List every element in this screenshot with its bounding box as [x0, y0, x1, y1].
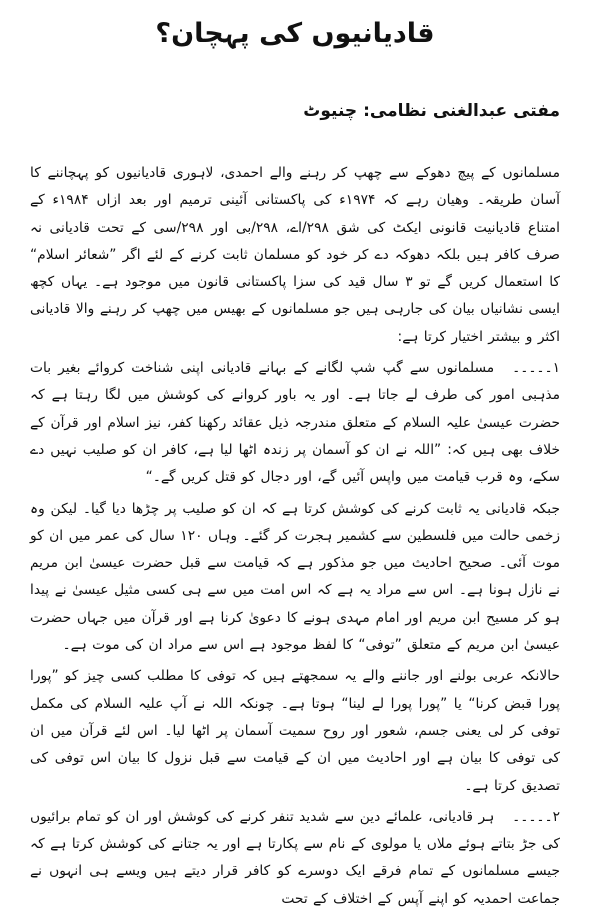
point-number: ۱۔۔۔۔۔ — [512, 360, 560, 377]
article-body — [30, 160, 560, 913]
paragraph-point-1-continued — [30, 496, 560, 660]
paragraph-point-1 — [30, 355, 560, 491]
point-number: ۲۔۔۔۔۔ — [512, 808, 560, 825]
paragraph-text: حالانکہ عربی بولنے اور جاننے والے یہ سمجھتے ہیں کہ توفی کا مطلب کسی چیز کو ”پورا پورا قبض کرنا“ یا ”پورا پورا لے لینا“ ہوتا ہے۔ چونکہ اللہ نے آپ علیہ السلام کی مکمل توفی کر لی یعنی جسم، شعور اور روح سمیت آسمان پر اٹھا لیا۔ اس لئے قرآن میں ان کی توفی کا بیان ہے اور احادیث میں ان کے قیامت سے قبل نزول کا بیان اس توفی کی تصدیق کرتا ہے۔ — [30, 668, 560, 794]
paragraph-text: مسلمانوں کے پیچ دھوکے سے چھپ کر رہنے والے احمدی، لاہوری قادیانیوں کو پہچاننے کا آسان طریقہ۔ وھیان رہے کہ ۱۹۷۴ء کی پاکستانی آئینی ترمیم اور بعد ازاں ۱۹۸۴ء کے امتناع قادیانیت قانونی ایکٹ کی شق ۲۹۸/اے، ۲۹۸/بی اور ۲۹۸/سی کے تحت قادیانی نہ صرف کافر ہیں بلکہ دھوکہ دے کر خود کو مسلمان ثابت کرنے کے لئے اگر ”شعائر اسلام“ کا استعمال کریں گے تو ۳ سال قید کی سزا پاکستانی قانون میں موجود ہے۔ یہاں کچھ ایسی نشانیاں بیان کی جارہی ہیں جو مسلمانوں کے بھیس میں چھپ کر رہنے والا قادیانی اکثر و بیشتر اختیار کرتا ہے: — [30, 165, 561, 345]
paragraph-tawaffi-explanation — [30, 663, 560, 799]
article-title: قادیانیوں کی پہچان؟ — [155, 18, 435, 49]
paragraph-text: ہر قادیانی، علمائے دین سے شدید تنفر کرنے کی کوشش اور ان کو تمام برائیوں کی جڑ بتاتے ہوئے ملاں یا مولوی کے نام سے پکارتا ہے اور یہ جتانے کی کوشش کرتا ہے کہ جیسے مسلمانوں کے تمام فرقے ایک دوسرے کو کافر قرار دیتے ہیں ویسے ہی انہوں نے جماعت احمدیہ کو اپنے آپس کے اختلاف کے تحت — [30, 808, 560, 907]
paragraph-text: مسلمانوں سے گپ شپ لگانے کے بہانے قادیانی اپنی شناخت کروائے بغیر بات مذہبی امور کی طرف لے جاتا ہے۔ اور یہ باور کروانے کی کوشش میں لگا رہتا ہے کہ حضرت عیسیٰ علیہ السلام کے متعلق مندرجہ ذیل عقائد رکھنا کفر، نیز اسلام اور قرآن کے خلاف بھی ہیں کہ: ”اللہ نے ان کو آسمان پر زندہ اٹھا لیا ہے، کافر ان کو صلیب نہیں دے سکے، وہ قرب قیامت میں واپس آئیں گے، اور دجال کو قتل کریں گے۔“ — [30, 360, 560, 486]
author-byline: مفتی عبدالغنی نظامی: چنیوٹ — [303, 101, 560, 121]
paragraph-text: جبکہ قادیانی یہ ثابت کرنے کی کوشش کرتا ہے کہ ان کو صلیب پر چڑھا دیا گیا۔ لیکن وہ زخمی حالت میں فلسطین سے کشمیر ہجرت کر گئے۔ وہاں ۱۲۰ سال کی عمر میں ان کو موت آئی۔ صحیح احادیث میں جو مذکور ہے کہ قیامت سے قبل حضرت عیسیٰ ابن مریم نے نازل ہونا ہے۔ اس سے مراد یہ ہے کہ اس امت میں سے ہی کسی مثیل عیسیٰ نے پیدا ہو کر مسیح ابن مریم اور امام مہدی ہونے کا دعویٰ کرنا ہے اور قرآن میں جہاں حضرت عیسیٰ ابن مریم کے متعلق ”توفی“ کا لفظ موجود ہے اس سے مراد ان کی موت ہے۔ — [30, 500, 560, 654]
paragraph-point-2 — [30, 804, 560, 913]
paragraph-intro — [30, 160, 560, 351]
